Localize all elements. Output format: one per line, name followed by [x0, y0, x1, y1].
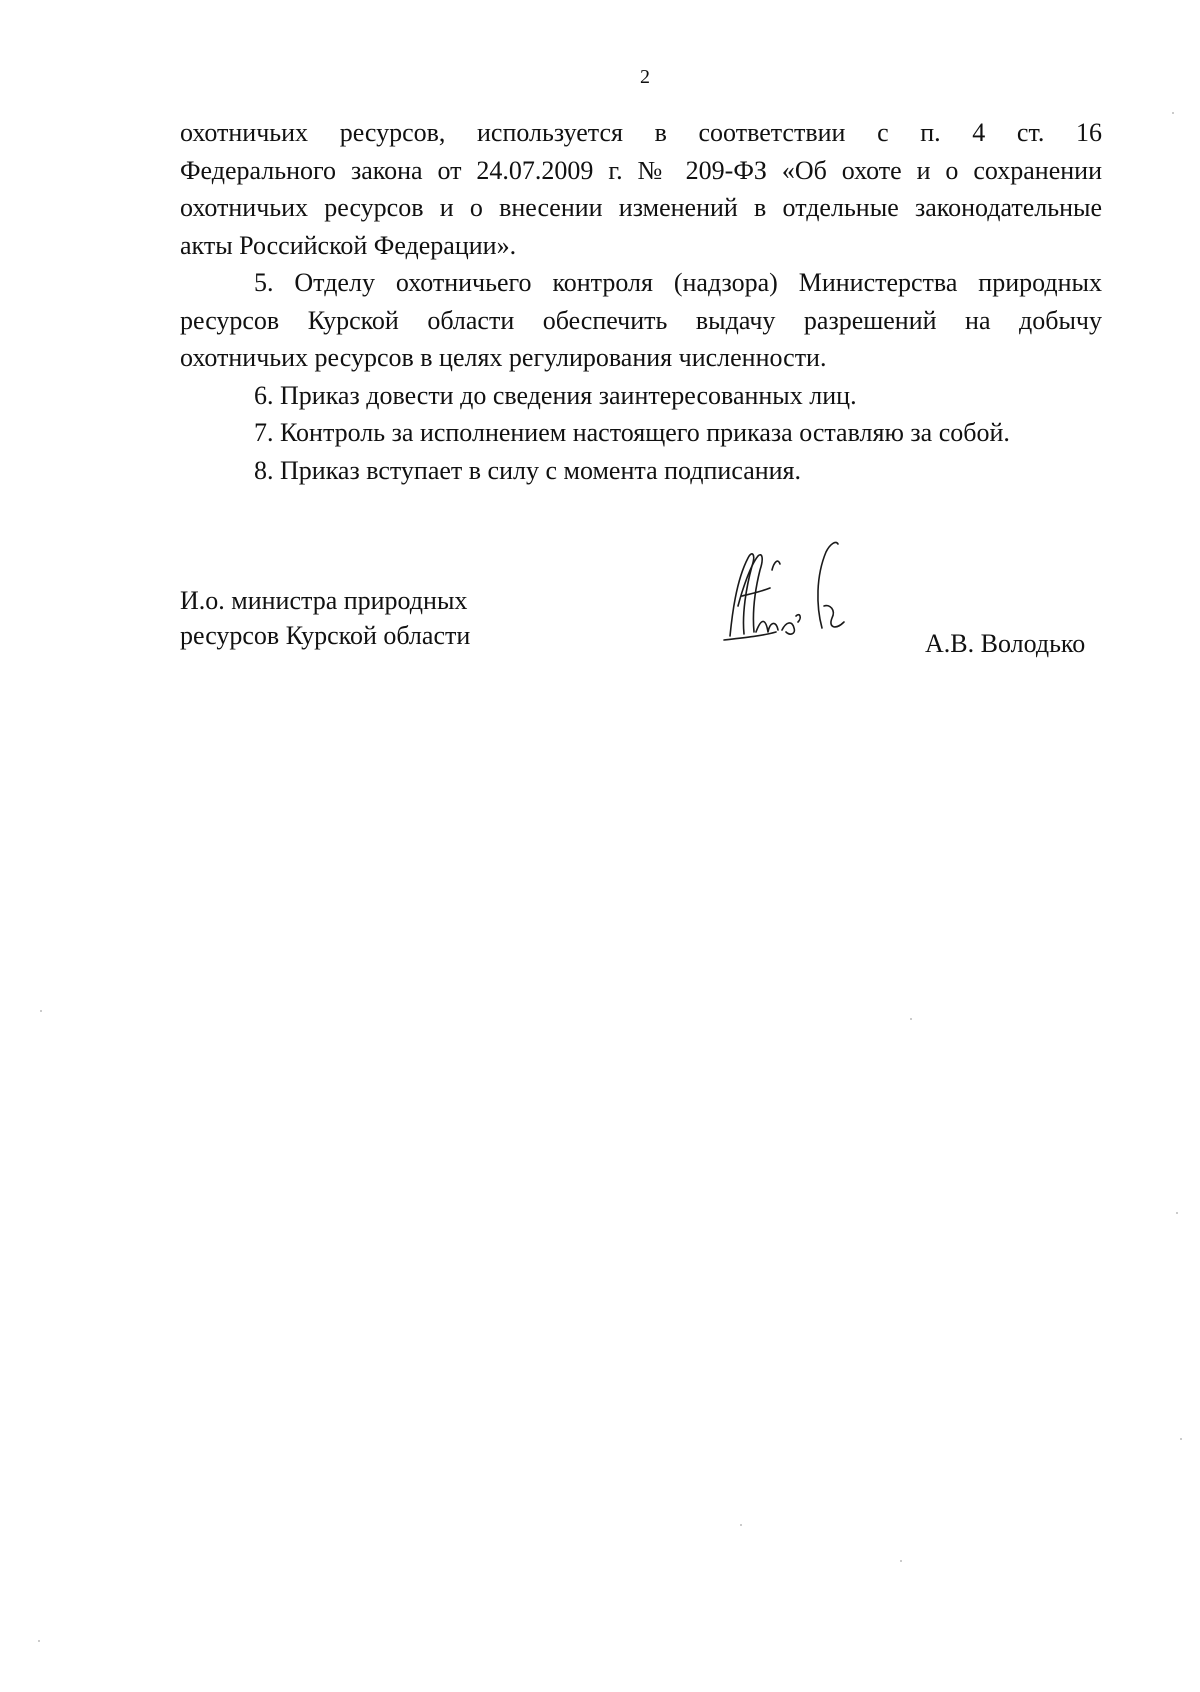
scan-speck — [1172, 112, 1174, 114]
scan-speck — [910, 1018, 912, 1020]
text-line: ресурсов Курской области обеспечить выдачу разрешений на добычу — [180, 305, 1102, 335]
text-line: акты Российской Федерации». — [180, 230, 517, 260]
handwritten-signature — [712, 536, 882, 656]
paragraph-5 — [180, 264, 1102, 377]
text-line: охотничьих ресурсов, используется в соответствии с п. 4 ст. 16 — [180, 118, 1102, 147]
signatory-position — [180, 583, 470, 653]
text-line: 6. Приказ довести до сведения заинтересованных лиц. — [254, 380, 857, 410]
text-line: 8. Приказ вступает в силу с момента подписания. — [254, 455, 802, 485]
scan-speck — [38, 1640, 40, 1642]
paragraph-7 — [180, 414, 1102, 452]
text-line: 5. Отделу охотничьего контроля (надзора) Министерства природных — [254, 268, 1102, 297]
text-line: Федерального закона от 24.07.2009 г. № 209-ФЗ «Об охоте и о сохранении — [180, 155, 1102, 185]
paragraph-6 — [180, 377, 1102, 415]
scan-speck — [1176, 1212, 1178, 1214]
scan-speck — [40, 1010, 42, 1012]
scan-speck — [1180, 1438, 1182, 1440]
scan-speck — [740, 1524, 742, 1526]
paragraph-8 — [180, 452, 1102, 490]
position-line: ресурсов Курской области — [180, 621, 471, 650]
text-line: охотничьих ресурсов и о внесении изменений в отдельные законодательные — [180, 193, 1102, 222]
document-body — [180, 114, 1102, 489]
text-line: 7. Контроль за исполнением настоящего приказа оставляю за собой. — [254, 418, 1010, 447]
scan-speck — [900, 1560, 902, 1562]
paragraph-continued — [180, 114, 1102, 264]
page-number: 2 — [640, 66, 650, 88]
position-line: И.о. министра природных — [180, 586, 468, 615]
text-line: охотничьих ресурсов в целях регулирования численности. — [180, 343, 827, 372]
signer-name: А.В. Володько — [925, 629, 1086, 658]
